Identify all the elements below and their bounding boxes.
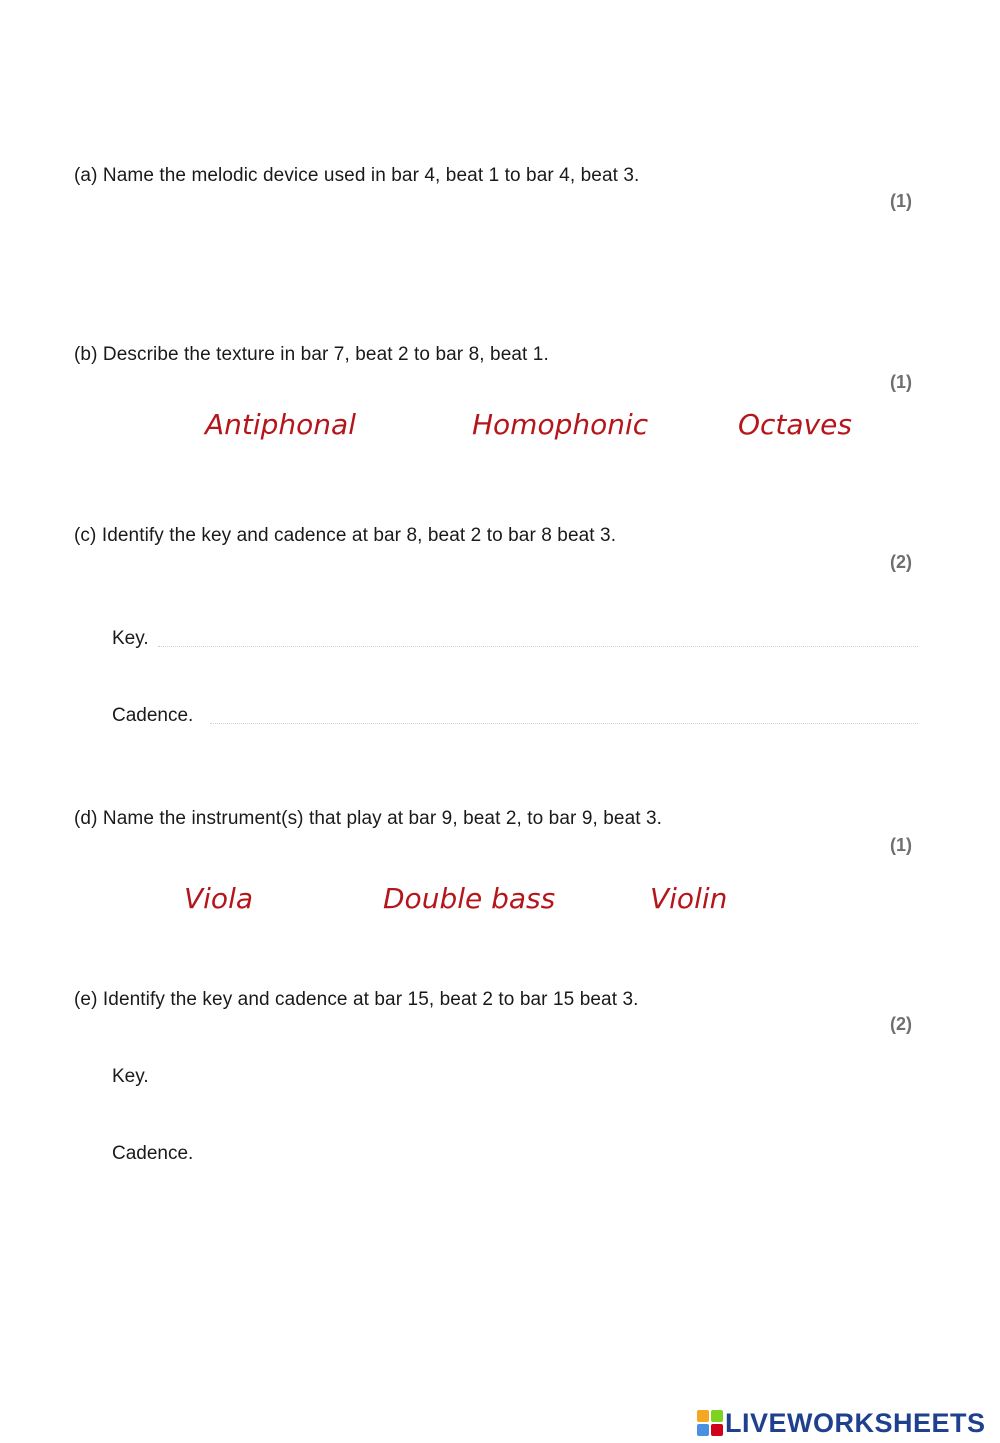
answer-option-violin[interactable]: Violin bbox=[650, 882, 728, 915]
liveworksheets-brand-text: LIVEWORKSHEETS bbox=[725, 1407, 986, 1438]
logo-square-blue bbox=[697, 1424, 709, 1436]
question-c-cadence-answer-line[interactable] bbox=[210, 723, 918, 724]
question-d-marks: (1) bbox=[890, 835, 912, 855]
logo-square-orange bbox=[697, 1410, 709, 1422]
question-e-text: (e) Identify the key and cadence at bar 15, beat 2 to bar 15 beat 3. bbox=[74, 989, 639, 1010]
question-a-text: (a) Name the melodic device used in bar 4, beat 1 to bar 4, beat 3. bbox=[74, 165, 640, 186]
liveworksheets-logo-icon bbox=[697, 1410, 723, 1436]
question-e-key-label: Key. bbox=[112, 1066, 149, 1087]
logo-square-red bbox=[711, 1424, 723, 1436]
question-e-cadence-label: Cadence. bbox=[112, 1143, 194, 1164]
question-e-marks: (2) bbox=[890, 1014, 912, 1034]
question-c-key-label: Key. bbox=[112, 628, 149, 649]
question-c-key-answer-line[interactable] bbox=[158, 646, 918, 647]
answer-option-double-bass[interactable]: Double bass bbox=[383, 882, 556, 915]
question-c-text: (c) Identify the key and cadence at bar 8, beat 2 to bar 8 beat 3. bbox=[74, 525, 617, 546]
answer-option-antiphonal[interactable]: Antiphonal bbox=[205, 408, 356, 441]
logo-square-green bbox=[711, 1410, 723, 1422]
answer-option-homophonic[interactable]: Homophonic bbox=[472, 408, 649, 441]
question-c-marks: (2) bbox=[890, 552, 912, 572]
question-d-text: (d) Name the instrument(s) that play at bar 9, beat 2, to bar 9, beat 3. bbox=[74, 808, 663, 829]
liveworksheets-logo bbox=[697, 1406, 986, 1440]
question-c-cadence-label: Cadence. bbox=[112, 705, 194, 726]
answer-option-viola[interactable]: Viola bbox=[184, 882, 254, 915]
question-b-marks: (1) bbox=[890, 372, 912, 392]
answer-option-octaves[interactable]: Octaves bbox=[738, 408, 852, 441]
question-b-text: (b) Describe the texture in bar 7, beat 2 to bar 8, beat 1. bbox=[74, 344, 549, 365]
question-a-marks: (1) bbox=[890, 191, 912, 211]
